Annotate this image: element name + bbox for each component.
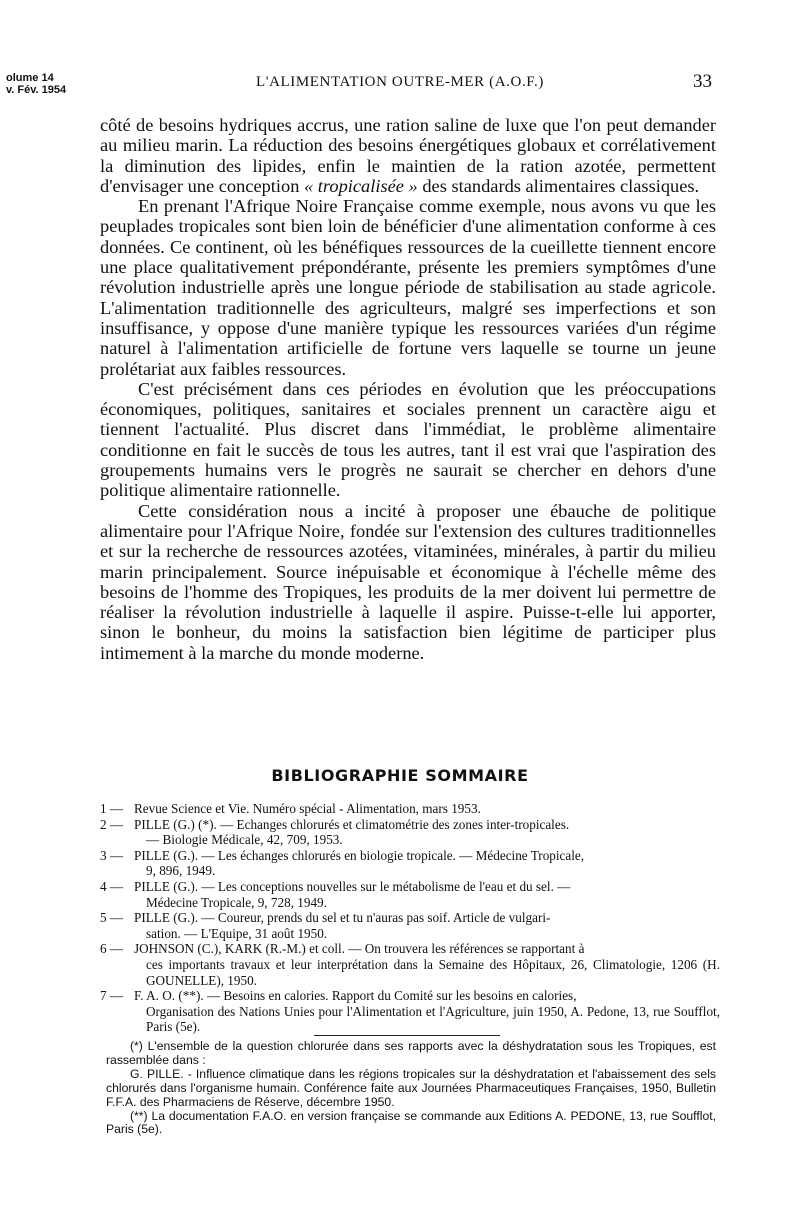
issue-date: v. Fév. 1954: [6, 84, 67, 96]
running-title: L'ALIMENTATION OUTRE-MER (A.O.F.): [256, 74, 544, 90]
ref-text: PILLE (G.) (*). — Echanges chlorurés et climatométrie des zones inter-tropicales. — Biologie Médicale, 42, 709, 1953.: [134, 816, 570, 848]
ref-number: 4 —: [100, 878, 124, 894]
paragraph-1: côté de besoins hydriques accrus, une ration saline de luxe que l'on peut demander au milieu marin. La réduction des besoins énergétiques globaux et corrélativement la diminution des lipides, enfin le maintien de la ration azotée, permettent d'envisager une conception « tropicalisée » des standards alimentaires classiques.: [100, 115, 716, 196]
ref-text: PILLE (G.). — Les conceptions nouvelles sur le métabolisme de l'eau et du sel. — Médecine Tropicale, 9, 728, 1949.: [134, 878, 571, 910]
ref-text: Revue Science et Vie. Numéro spécial - Alimentation, mars 1953.: [134, 801, 481, 816]
article-body: [100, 115, 716, 663]
ref-number: 1 —: [100, 801, 124, 816]
paragraph-2: En prenant l'Afrique Noire Française comme exemple, nous avons vu que les peuplades tropicales sont bien loin de bénéficier d'une alimentation conforme à ces données. Ce continent, où les bénéfiques ressources de la cueillette tiennent encore une place qualitativement prépondérante, présente les premiers symptômes d'une révolution industrielle après une longue période de stabilisation au stade agricole. L'alimentation traditionnelle des agriculteurs, malgré ses imperfections et son insuffisance, y oppose d'une manière typique les ressources variées d'un régime naturel à l'alimentation artificielle de fortune vers laquelle se tourne un jeune prolétariat aux faibles ressources.: [100, 196, 716, 379]
bibliography-entry: [100, 910, 720, 941]
ref-number: 2 —: [100, 816, 124, 832]
bibliography-entry: [100, 817, 720, 848]
ref-text: PILLE (G.). — Les échanges chlorurés en biologie tropicale. — Médecine Tropicale, 9, 896, 1949.: [134, 847, 585, 879]
ref-number: 7 —: [100, 988, 124, 1004]
ref-number: 3 —: [100, 847, 124, 863]
footnotes: [106, 1040, 716, 1137]
paragraph-3: C'est précisément dans ces périodes en évolution que les préoccupations économiques, politiques, sanitaires et sociales prennent un caractère aigu et tiennent l'actualité. Plus discret dans l'immédiat, le problème alimentaire conditionne en fait le succès de tous les autres, tant il est vrai que l'aspiration des groupements humains vers le progrès ne saurait se chercher en dehors d'une politique alimentaire rationnelle.: [100, 378, 716, 501]
bibliography-entry: [100, 801, 720, 817]
ref-number: 6 —: [100, 941, 124, 957]
emphasis-tropicalisee: « tropicalisée »: [304, 175, 418, 196]
volume-label: olume 14: [6, 72, 54, 84]
footnote-1-reference: G. PILLE. - Influence climatique dans les régions tropicales sur la déshydratation et l'abaissement des sels chlorurés dans l'organisme humain. Conférence faite aux Journées Pharmaceutiques Françaises, 1950, Bulletin F.F.A. des Pharmaciens de Réserve, décembre 1950.: [106, 1066, 716, 1109]
footnote-1: (*) L'ensemble de la question chlorurée dans ses rapports avec la déshydratation sous les Tropiques, est rassemblée dans :: [106, 1039, 716, 1067]
ref-text: PILLE (G.). — Coureur, prends du sel et tu n'auras pas soif. Article de vulgari- sation. — L'Equipe, 31 août 1950.: [134, 910, 551, 941]
page-number: 33: [693, 71, 712, 92]
ref-number: 5 —: [100, 910, 124, 926]
ref-text: F. A. O. (**). — Besoins en calories. Rapport du Comité sur les besoins en calories, Organisation des Nations Unies pour l'Alimentation et l'Agriculture, juin 1950, A. Pedone, 13, rue Soufflot, Paris (5e).: [134, 988, 720, 1035]
ref-text: JOHNSON (C.), KARK (R.-M.) et coll. — On trouvera les références se rapportant à ces importants travaux et leur interprétation dans la Semaine des Hôpitaux, 26, Climatologie, 1206 (H. GOUNELLE), 1950.: [134, 941, 720, 988]
footnote-divider: [314, 1035, 500, 1036]
bibliography-entry: [100, 879, 720, 910]
bibliography-heading: BIBLIOGRAPHIE SOMMAIRE: [271, 766, 529, 785]
bibliography-list: [100, 801, 720, 1035]
bibliography-entry: [100, 941, 720, 988]
footnote-2: (**) La documentation F.A.O. en version française se commande aux Editions A. PEDONE, 13, rue Soufflot, Paris (5e).: [106, 1108, 716, 1137]
bibliography-entry: [100, 848, 720, 879]
paragraph-4: Cette considération nous a incité à proposer une ébauche de politique alimentaire pour l'Afrique Noire, fondée sur l'extension des cultures traditionnelles et sur la recherche de ressources azotées, vitaminées, minérales, à partir du milieu marin principalement. Source inépuisable et économique à l'échelle même des besoins de l'homme des Tropiques, les produits de la mer doivent lui permettre de réaliser la révolution industrielle à laquelle il aspire. Puisse-t-elle lui apporter, sinon le bonheur, du moins la satisfaction bien légitime de participer plus intimement à la marche du monde moderne.: [100, 500, 716, 663]
bibliography-entry: [100, 988, 720, 1035]
